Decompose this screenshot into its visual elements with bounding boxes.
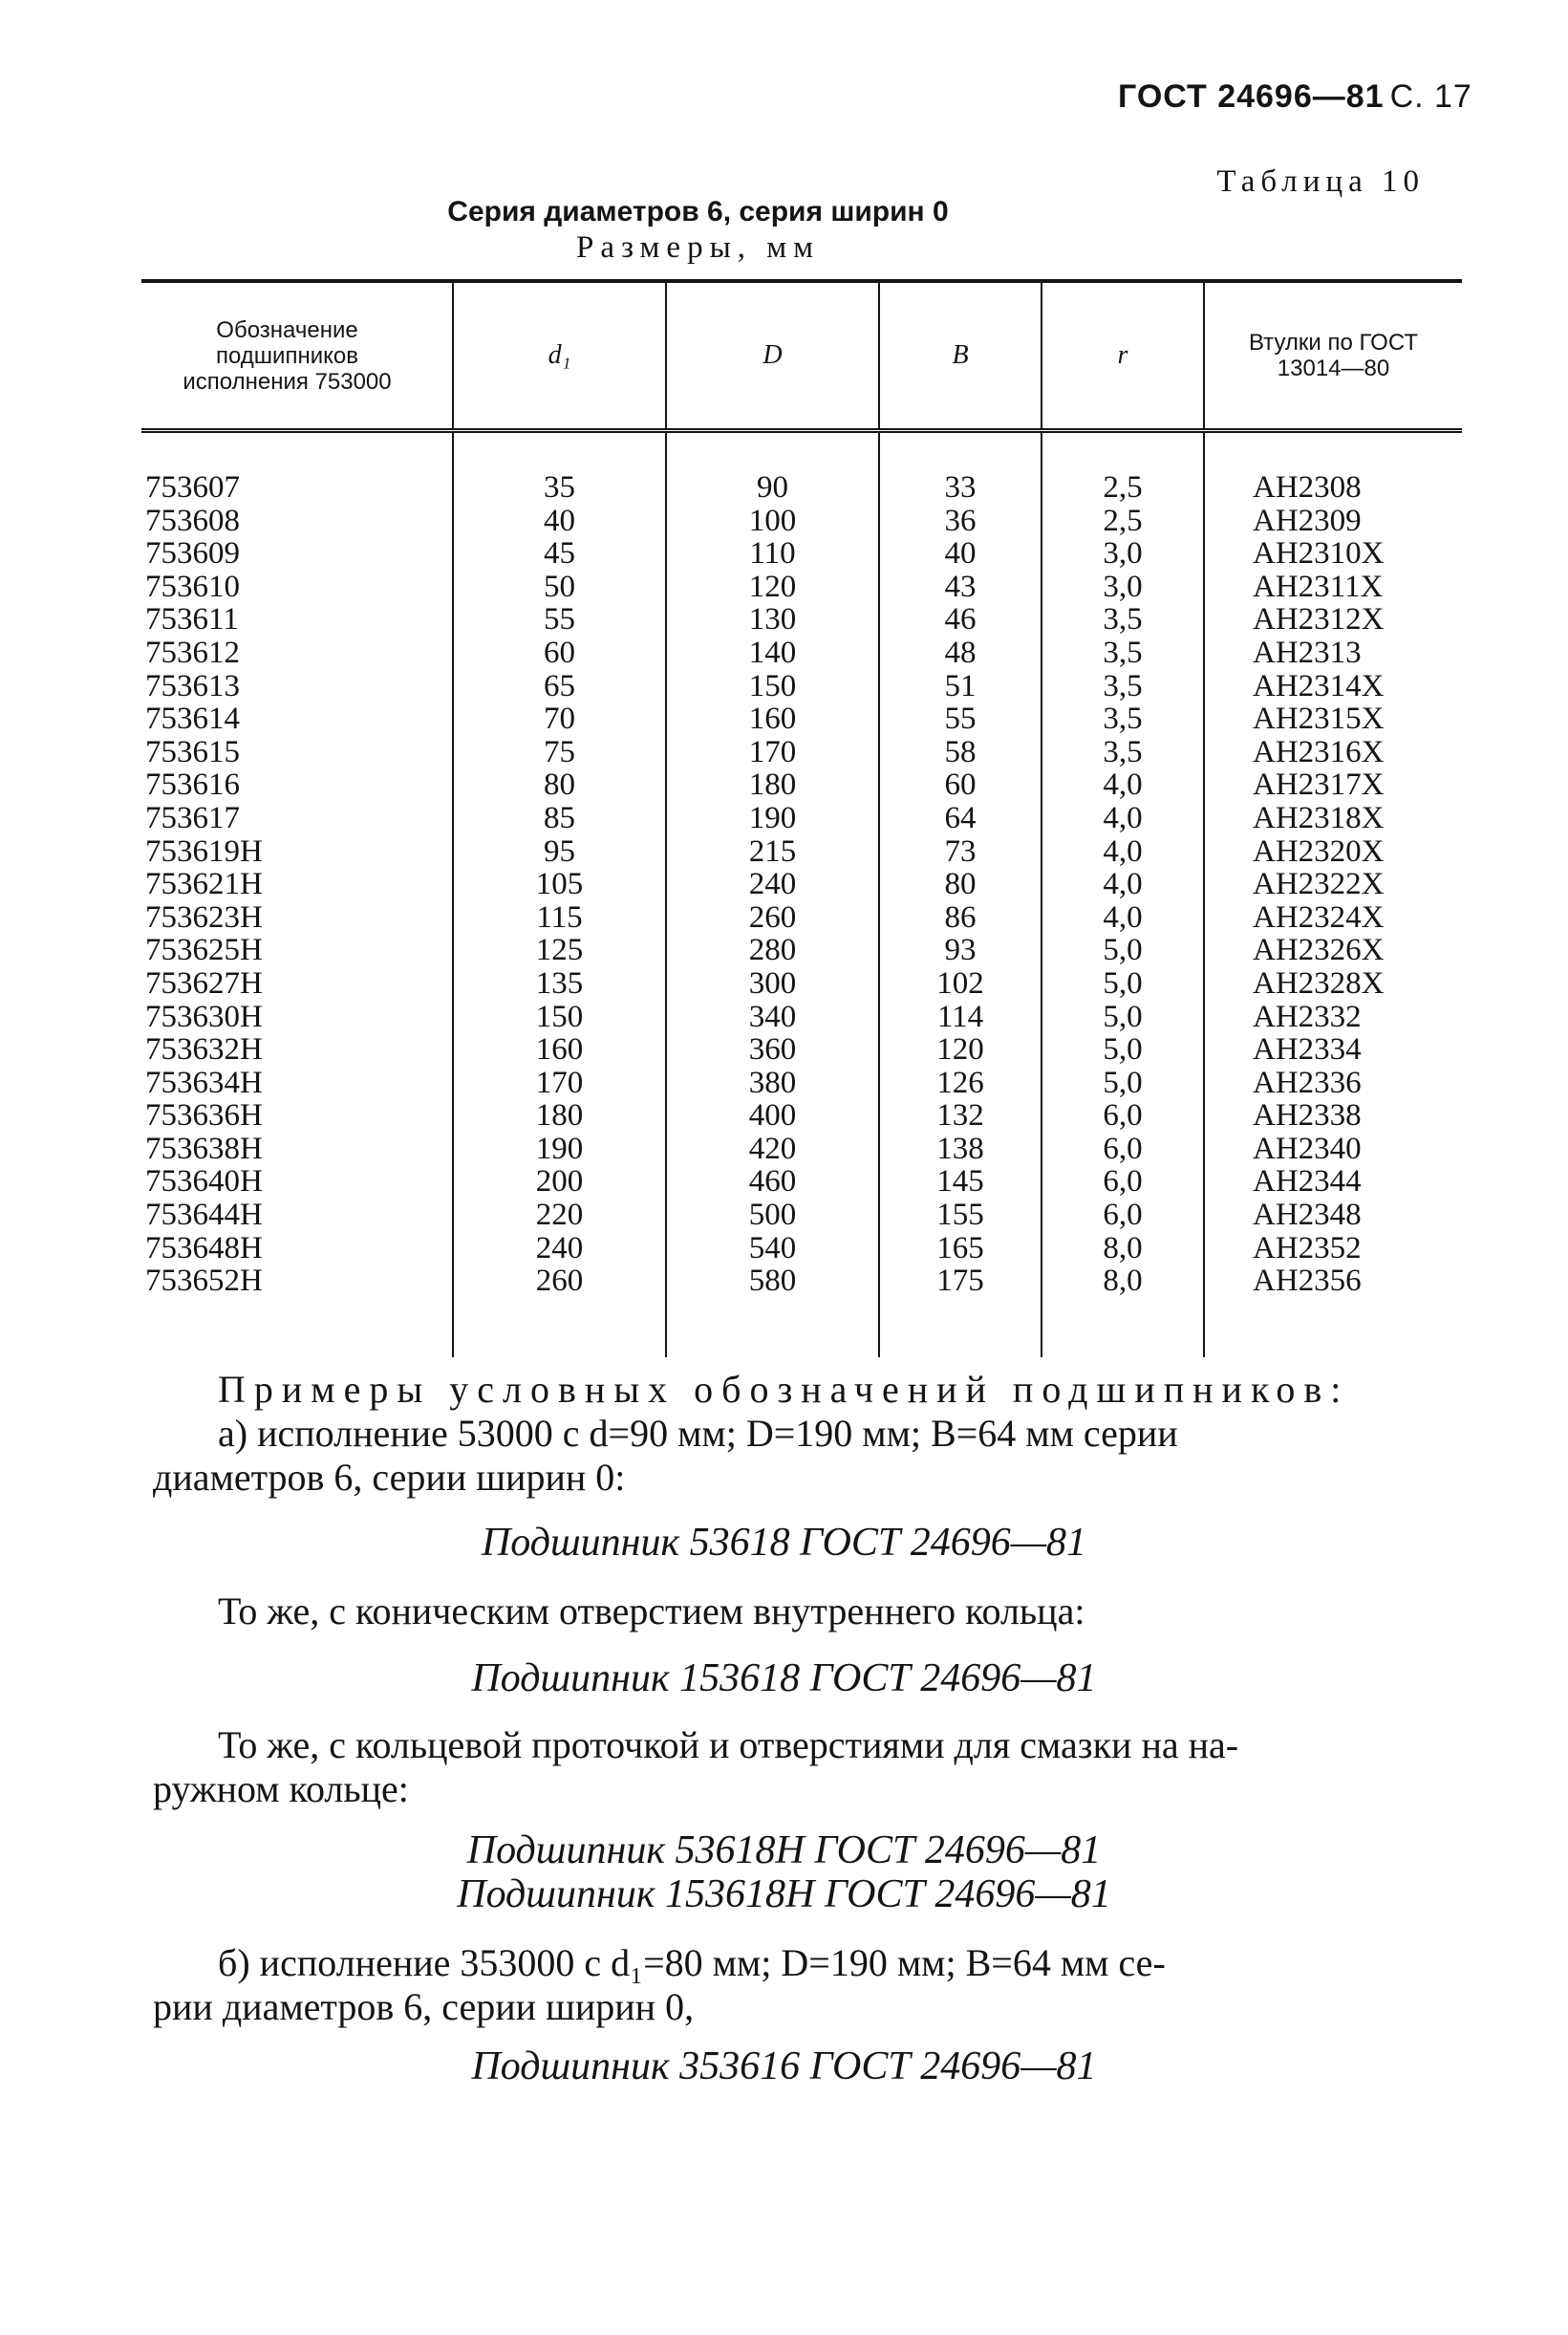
example-b-line1: б) исполнение 353000 с d₁=80 мм; D=190 мм; B=64 мм се- xyxy=(218,1941,1166,1984)
cell-bushing: AH2352 xyxy=(1204,1232,1462,1265)
cell-r: 3,0 xyxy=(1042,537,1204,571)
cell-D: 300 xyxy=(666,967,879,1001)
table-row xyxy=(141,1033,1462,1067)
col-D: D xyxy=(666,281,879,431)
cell-d1: 200 xyxy=(453,1165,666,1199)
cell-r: 4,0 xyxy=(1042,802,1204,835)
cell-B: 145 xyxy=(879,1165,1042,1199)
cell-B: 80 xyxy=(879,868,1042,901)
col-bushing: Втулки по ГОСТ 13014—80 xyxy=(1204,281,1462,431)
cell-D: 140 xyxy=(666,637,879,670)
table-row xyxy=(141,1099,1462,1133)
cell-bushing: AH2332 xyxy=(1204,1001,1462,1034)
cell-designation: 753613 xyxy=(145,668,240,703)
cell-bushing: AH2338 xyxy=(1204,1099,1462,1133)
cell-d1: 190 xyxy=(453,1133,666,1166)
cell-D: 180 xyxy=(666,768,879,802)
cell-d1: 85 xyxy=(453,802,666,835)
col-r: r xyxy=(1042,281,1204,431)
cell-d1: 75 xyxy=(453,736,666,769)
cell-B: 51 xyxy=(879,670,1042,703)
cell-d1: 135 xyxy=(453,967,666,1001)
cell-d1: 125 xyxy=(453,934,666,967)
cell-designation: 753630H xyxy=(145,999,263,1034)
cell-B: 114 xyxy=(879,1001,1042,1034)
cell-bushing: AH2324X xyxy=(1204,901,1462,935)
table-row xyxy=(141,1165,1462,1199)
cell-bushing: AH2326X xyxy=(1204,934,1462,967)
table-row xyxy=(141,868,1462,901)
cell-D: 360 xyxy=(666,1033,879,1067)
table-row xyxy=(141,1232,1462,1265)
cell-bushing: AH2318X xyxy=(1204,802,1462,835)
table-body xyxy=(141,431,1462,1357)
table-row xyxy=(141,670,1462,703)
examples-heading: Примеры условных обозначений подшипников: xyxy=(218,1368,1350,1411)
cell-designation: 753627H xyxy=(145,965,263,1001)
cell-designation: 753632H xyxy=(145,1032,263,1068)
page-number: С. 17 xyxy=(1389,78,1472,115)
cell-r: 2,5 xyxy=(1042,471,1204,505)
table-row xyxy=(141,571,1462,604)
cell-d1: 55 xyxy=(453,603,666,637)
cell-d1: 95 xyxy=(453,835,666,869)
table-row xyxy=(141,1265,1462,1298)
cell-designation: 753608 xyxy=(145,503,240,538)
cell-bushing: AH2344 xyxy=(1204,1165,1462,1199)
cell-r: 3,5 xyxy=(1042,670,1204,703)
cell-B: 138 xyxy=(879,1133,1042,1166)
cell-d1: 65 xyxy=(453,670,666,703)
cell-bushing: AH2334 xyxy=(1204,1033,1462,1067)
cell-D: 540 xyxy=(666,1232,879,1265)
cell-designation: 753623H xyxy=(145,899,263,935)
cell-bushing: AH2308 xyxy=(1204,471,1462,505)
cell-D: 380 xyxy=(666,1067,879,1100)
cell-B: 43 xyxy=(879,571,1042,604)
cell-B: 93 xyxy=(879,934,1042,967)
table-row xyxy=(141,703,1462,736)
example-groove-line1: То же, с кольцевой проточкой и отверстиями для смазки на на- xyxy=(218,1723,1239,1766)
cell-bushing: AH2312X xyxy=(1204,603,1462,637)
cell-D: 420 xyxy=(666,1133,879,1166)
cell-r: 5,0 xyxy=(1042,967,1204,1001)
cell-designation: 753652H xyxy=(145,1264,263,1299)
cell-D: 190 xyxy=(666,802,879,835)
cell-r: 3,5 xyxy=(1042,736,1204,769)
cell-r: 6,0 xyxy=(1042,1165,1204,1199)
standard-number: ГОСТ 24696—81 xyxy=(1118,78,1385,115)
cell-designation: 753638H xyxy=(145,1131,263,1166)
example-b-code: Подшипник 353616 ГОСТ 24696—81 xyxy=(471,2044,1097,2088)
cell-bushing: AH2328X xyxy=(1204,967,1462,1001)
cell-r: 4,0 xyxy=(1042,835,1204,869)
cell-d1: 80 xyxy=(453,768,666,802)
example-b-line2: рии диаметров 6, серии ширин 0, xyxy=(153,1985,695,2028)
cell-D: 340 xyxy=(666,1001,879,1034)
cell-r: 4,0 xyxy=(1042,868,1204,901)
table-row xyxy=(141,603,1462,637)
cell-designation: 753648H xyxy=(145,1230,263,1265)
cell-D: 100 xyxy=(666,505,879,538)
cell-D: 215 xyxy=(666,835,879,869)
cell-bushing: AH2310X xyxy=(1204,537,1462,571)
cell-bushing: AH2348 xyxy=(1204,1199,1462,1232)
cell-D: 120 xyxy=(666,571,879,604)
cell-d1: 35 xyxy=(453,471,666,505)
cell-r: 5,0 xyxy=(1042,1033,1204,1067)
cell-bushing: AH2320X xyxy=(1204,835,1462,869)
table-row xyxy=(141,934,1462,967)
cell-designation: 753615 xyxy=(145,734,240,769)
table-row xyxy=(141,768,1462,802)
col-designation: Обозначение подшипников исполнения 753000 xyxy=(141,281,453,431)
page-header xyxy=(1118,78,1472,116)
col-B: B xyxy=(879,281,1042,431)
cell-designation: 753607 xyxy=(145,470,240,505)
cell-D: 90 xyxy=(666,471,879,505)
cell-B: 55 xyxy=(879,703,1042,736)
cell-d1: 220 xyxy=(453,1199,666,1232)
cell-bushing: AH2311X xyxy=(1204,571,1462,604)
cell-r: 5,0 xyxy=(1042,934,1204,967)
cell-designation: 753634H xyxy=(145,1065,263,1100)
cell-bushing: AH2317X xyxy=(1204,768,1462,802)
table-row xyxy=(141,1001,1462,1034)
cell-bushing: AH2315X xyxy=(1204,703,1462,736)
cell-bushing: AH2322X xyxy=(1204,868,1462,901)
cell-bushing: AH2336 xyxy=(1204,1067,1462,1100)
cell-d1: 40 xyxy=(453,505,666,538)
cell-B: 73 xyxy=(879,835,1042,869)
cell-D: 130 xyxy=(666,603,879,637)
cell-r: 4,0 xyxy=(1042,768,1204,802)
cell-designation: 753621H xyxy=(145,867,263,902)
cell-designation: 753614 xyxy=(145,702,240,737)
cell-B: 86 xyxy=(879,901,1042,935)
table-spacer xyxy=(141,1298,1462,1357)
cell-designation: 753611 xyxy=(145,602,239,638)
cell-D: 170 xyxy=(666,736,879,769)
cell-d1: 70 xyxy=(453,703,666,736)
cell-D: 160 xyxy=(666,703,879,736)
cell-r: 4,0 xyxy=(1042,901,1204,935)
cell-D: 500 xyxy=(666,1199,879,1232)
cell-r: 6,0 xyxy=(1042,1099,1204,1133)
cell-bushing: AH2313 xyxy=(1204,637,1462,670)
cell-B: 64 xyxy=(879,802,1042,835)
table-row xyxy=(141,471,1462,505)
cell-D: 580 xyxy=(666,1265,879,1298)
cell-B: 36 xyxy=(879,505,1042,538)
cell-B: 58 xyxy=(879,736,1042,769)
cell-d1: 240 xyxy=(453,1232,666,1265)
cell-r: 5,0 xyxy=(1042,1067,1204,1100)
table-row xyxy=(141,802,1462,835)
table-row xyxy=(141,537,1462,571)
col-d1: d₁ xyxy=(453,281,666,431)
cell-bushing: AH2316X xyxy=(1204,736,1462,769)
cell-r: 3,5 xyxy=(1042,603,1204,637)
table-label: Таблица 10 xyxy=(1216,164,1425,199)
cell-B: 175 xyxy=(879,1265,1042,1298)
cell-bushing: AH2309 xyxy=(1204,505,1462,538)
cell-d1: 260 xyxy=(453,1265,666,1298)
cell-d1: 115 xyxy=(453,901,666,935)
cell-d1: 50 xyxy=(453,571,666,604)
cell-B: 102 xyxy=(879,967,1042,1001)
cell-B: 132 xyxy=(879,1099,1042,1133)
cell-B: 126 xyxy=(879,1067,1042,1100)
cell-D: 400 xyxy=(666,1099,879,1133)
table-row xyxy=(141,967,1462,1001)
example-groove-code1: Подшипник 53618H ГОСТ 24696—81 xyxy=(466,1828,1102,1872)
table-row xyxy=(141,736,1462,769)
table-row xyxy=(141,1199,1462,1232)
cell-B: 48 xyxy=(879,637,1042,670)
cell-B: 120 xyxy=(879,1033,1042,1067)
cell-designation: 753609 xyxy=(145,536,240,572)
cell-r: 6,0 xyxy=(1042,1133,1204,1166)
example-conical-code: Подшипник 153618 ГОСТ 24696—81 xyxy=(471,1656,1097,1700)
table-row xyxy=(141,637,1462,670)
cell-B: 46 xyxy=(879,603,1042,637)
cell-D: 260 xyxy=(666,901,879,935)
example-groove-line2: ружном кольце: xyxy=(153,1767,409,1810)
table-title: Серия диаметров 6, серия ширин 0 xyxy=(447,196,949,227)
example-conical-text: То же, с коническим отверстием внутреннего кольца: xyxy=(218,1589,1085,1632)
cell-B: 40 xyxy=(879,537,1042,571)
cell-d1: 45 xyxy=(453,537,666,571)
cell-designation: 753612 xyxy=(145,635,240,670)
cell-r: 2,5 xyxy=(1042,505,1204,538)
cell-r: 8,0 xyxy=(1042,1265,1204,1298)
cell-B: 155 xyxy=(879,1199,1042,1232)
cell-designation: 753610 xyxy=(145,569,240,604)
cell-B: 33 xyxy=(879,471,1042,505)
cell-d1: 160 xyxy=(453,1033,666,1067)
example-a-line1: а) исполнение 53000 с d=90 мм; D=190 мм; B=64 мм серии xyxy=(218,1412,1178,1455)
cell-r: 5,0 xyxy=(1042,1001,1204,1034)
table-row xyxy=(141,901,1462,935)
table-row xyxy=(141,505,1462,538)
cell-bushing: AH2314X xyxy=(1204,670,1462,703)
cell-designation: 753636H xyxy=(145,1098,263,1134)
cell-bushing: AH2356 xyxy=(1204,1265,1462,1298)
table-row xyxy=(141,835,1462,869)
cell-d1: 105 xyxy=(453,868,666,901)
cell-B: 165 xyxy=(879,1232,1042,1265)
cell-bushing: AH2340 xyxy=(1204,1133,1462,1166)
table-row xyxy=(141,1067,1462,1100)
cell-d1: 150 xyxy=(453,1001,666,1034)
cell-d1: 180 xyxy=(453,1099,666,1133)
cell-D: 280 xyxy=(666,934,879,967)
cell-designation: 753640H xyxy=(145,1164,263,1200)
cell-d1: 60 xyxy=(453,637,666,670)
example-a-code: Подшипник 53618 ГОСТ 24696—81 xyxy=(481,1521,1087,1565)
cell-r: 3,5 xyxy=(1042,703,1204,736)
cell-D: 240 xyxy=(666,868,879,901)
cell-r: 3,0 xyxy=(1042,571,1204,604)
table-row xyxy=(141,1133,1462,1166)
cell-designation: 753616 xyxy=(145,768,240,803)
table-units: Размеры, мм xyxy=(575,230,821,265)
example-groove-code2: Подшипник 153618H ГОСТ 24696—81 xyxy=(457,1872,1111,1916)
table-header-row xyxy=(141,281,1462,431)
cell-designation: 753619H xyxy=(145,833,263,869)
cell-D: 110 xyxy=(666,537,879,571)
example-a-line2: диаметров 6, серии ширин 0: xyxy=(153,1456,626,1499)
cell-designation: 753644H xyxy=(145,1198,263,1233)
cell-r: 6,0 xyxy=(1042,1199,1204,1232)
cell-d1: 170 xyxy=(453,1067,666,1100)
cell-designation: 753617 xyxy=(145,800,240,835)
cell-B: 60 xyxy=(879,768,1042,802)
cell-designation: 753625H xyxy=(145,933,263,968)
bearing-table xyxy=(141,279,1462,1357)
cell-r: 3,5 xyxy=(1042,637,1204,670)
cell-r: 8,0 xyxy=(1042,1232,1204,1265)
cell-D: 150 xyxy=(666,670,879,703)
cell-D: 460 xyxy=(666,1165,879,1199)
table-spacer xyxy=(141,431,1462,472)
table-title-block xyxy=(0,196,1568,266)
